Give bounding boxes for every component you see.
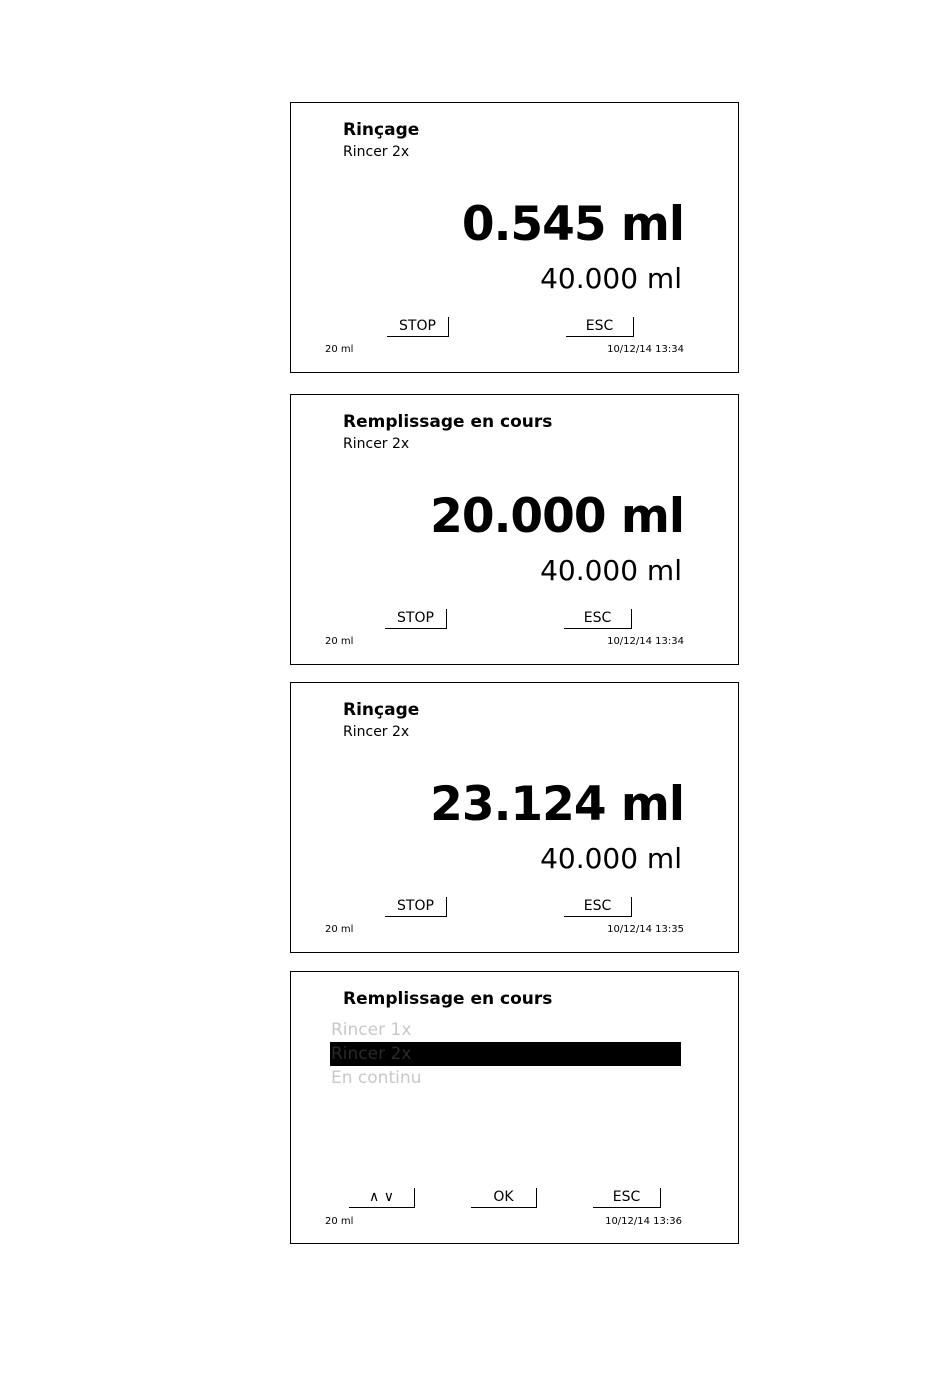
menu-item-continuous[interactable]: En continu [331,1068,422,1088]
up-down-button[interactable]: ∧ ∨ [349,1188,415,1208]
esc-button[interactable]: ESC [564,897,632,917]
datetime: 10/12/14 13:34 [607,344,684,355]
screen-title: Remplissage en cours [343,989,553,1009]
screen-title: Rinçage [343,120,420,140]
menu-item-rinse-1x[interactable]: Rincer 1x [331,1020,412,1040]
screen-subtitle: Rincer 2x [343,144,410,160]
esc-button[interactable]: ESC [593,1188,661,1208]
menu-item-rinse-2x[interactable]: Rincer 2x [330,1042,681,1066]
dosed-volume: 20.000 ml [430,489,684,544]
datetime: 10/12/14 13:36 [605,1216,682,1227]
burette-size: 20 ml [325,924,354,935]
dosed-volume: 23.124 ml [430,777,684,832]
stop-button[interactable]: STOP [387,317,449,337]
filling-screen [290,394,739,665]
datetime: 10/12/14 13:34 [607,636,684,647]
burette-size: 20 ml [325,636,354,647]
dosed-volume: 0.545 ml [461,197,684,252]
screen-title: Rinçage [343,700,420,720]
total-volume: 40.000 ml [540,262,682,295]
total-volume: 40.000 ml [540,842,682,875]
rinse-screen-2 [290,682,739,953]
rinse-mode-menu [330,1018,681,1090]
stop-button[interactable]: STOP [385,897,447,917]
total-volume: 40.000 ml [540,554,682,587]
rinse-mode-menu-screen [290,971,739,1244]
burette-size: 20 ml [325,1216,354,1227]
screen-title: Remplissage en cours [343,412,553,432]
screen-subtitle: Rincer 2x [343,724,410,740]
esc-button[interactable]: ESC [564,609,632,629]
rinse-screen-1 [290,102,739,373]
datetime: 10/12/14 13:35 [607,924,684,935]
stop-button[interactable]: STOP [385,609,447,629]
ok-button[interactable]: OK [471,1188,537,1208]
burette-size: 20 ml [325,344,354,355]
esc-button[interactable]: ESC [566,317,634,337]
screen-subtitle: Rincer 2x [343,436,410,452]
